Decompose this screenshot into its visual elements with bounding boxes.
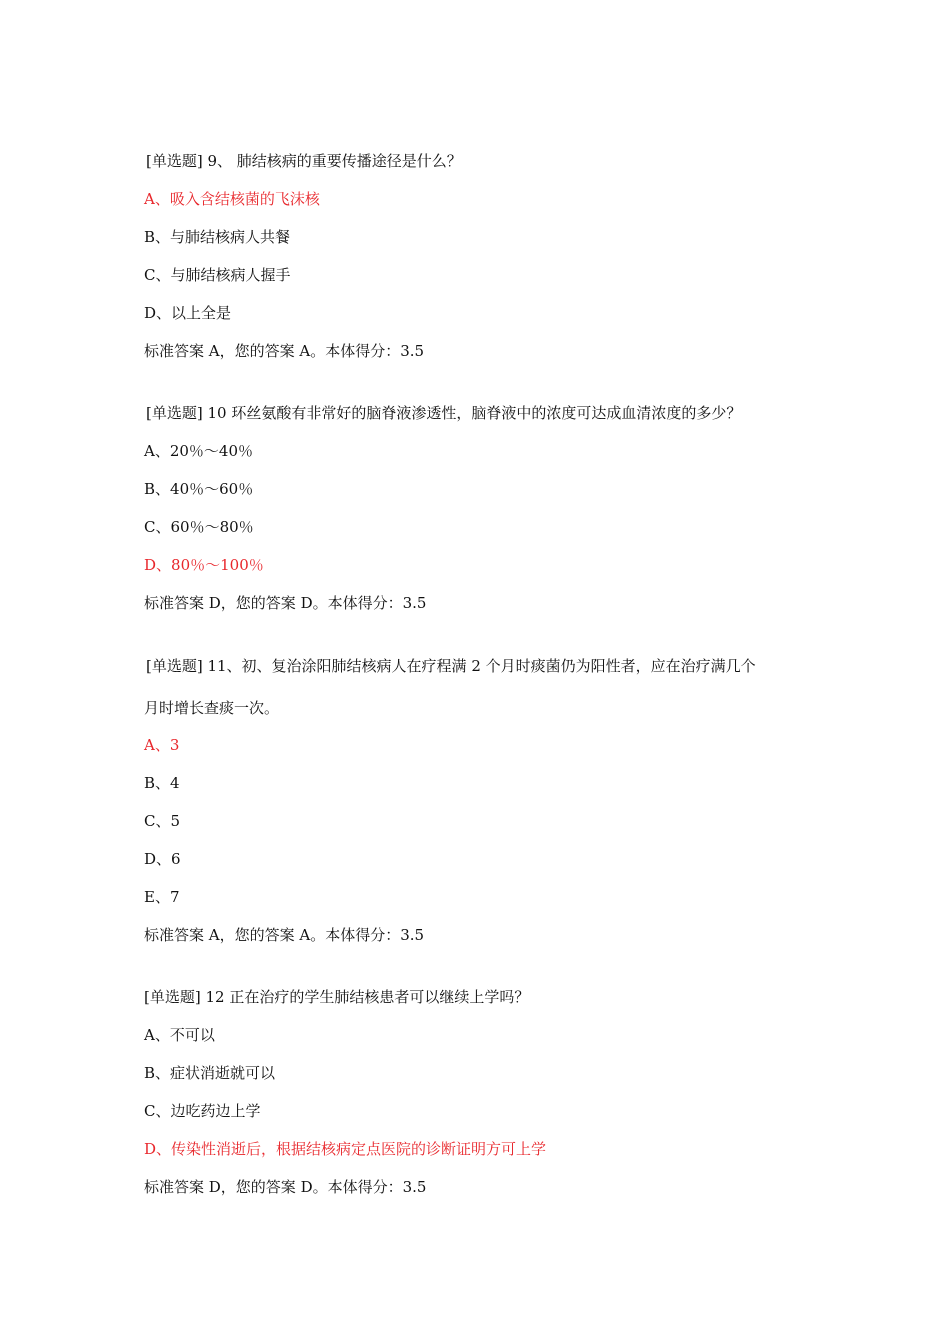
question-title: [单选题] 12 正在治疗的学生肺结核患者可以继续上学吗？ <box>144 988 530 1006</box>
answer-result: 标准答案 A，您的答案 A。本体得分：3.5 <box>144 926 425 944</box>
option-e: E、7 <box>144 888 180 906</box>
question-title-line2: 月时增长查痰一次。 <box>144 699 280 717</box>
option-c: C、边吃药边上学 <box>144 1102 261 1120</box>
question-title-line1: [单选题] 11、初、复治涂阳肺结核病人在疗程满 2 个月时痰菌仍为阳性者，应在治疗满几个 <box>146 657 756 675</box>
option-b: B、与肺结核病人共餐 <box>144 228 291 246</box>
option-b: B、症状消逝就可以 <box>144 1064 276 1082</box>
question-title: [单选题] 10 环丝氨酸有非常好的脑脊液渗透性，脑脊液中的浓度可达成血清浓度的多少？ <box>146 404 742 422</box>
option-d-correct: D、传染性消逝后，根据结核病定点医院的诊断证明方可上学 <box>144 1140 547 1158</box>
option-d: D、6 <box>144 850 181 868</box>
option-c: C、5 <box>144 812 181 830</box>
option-c: C、60％～80％ <box>144 518 254 536</box>
option-a: A、不可以 <box>144 1026 215 1044</box>
option-d: D、以上全是 <box>144 304 232 322</box>
option-a-correct: A、3 <box>144 736 180 754</box>
option-a: A、20％～40％ <box>144 442 254 460</box>
option-d-correct: D、80％～100％ <box>144 556 264 574</box>
question-title: [单选题] 9、 肺结核病的重要传播途径是什么？ <box>146 152 462 170</box>
option-a-correct: A、吸入含结核菌的飞沫核 <box>144 190 320 208</box>
answer-result: 标准答案 D，您的答案 D。本体得分：3.5 <box>144 594 427 612</box>
option-b: B、4 <box>144 774 180 792</box>
answer-result: 标准答案 A，您的答案 A。本体得分：3.5 <box>144 342 425 360</box>
answer-result: 标准答案 D，您的答案 D。本体得分：3.5 <box>144 1178 427 1196</box>
option-c: C、与肺结核病人握手 <box>144 266 291 284</box>
option-b: B、40％～60％ <box>144 480 254 498</box>
